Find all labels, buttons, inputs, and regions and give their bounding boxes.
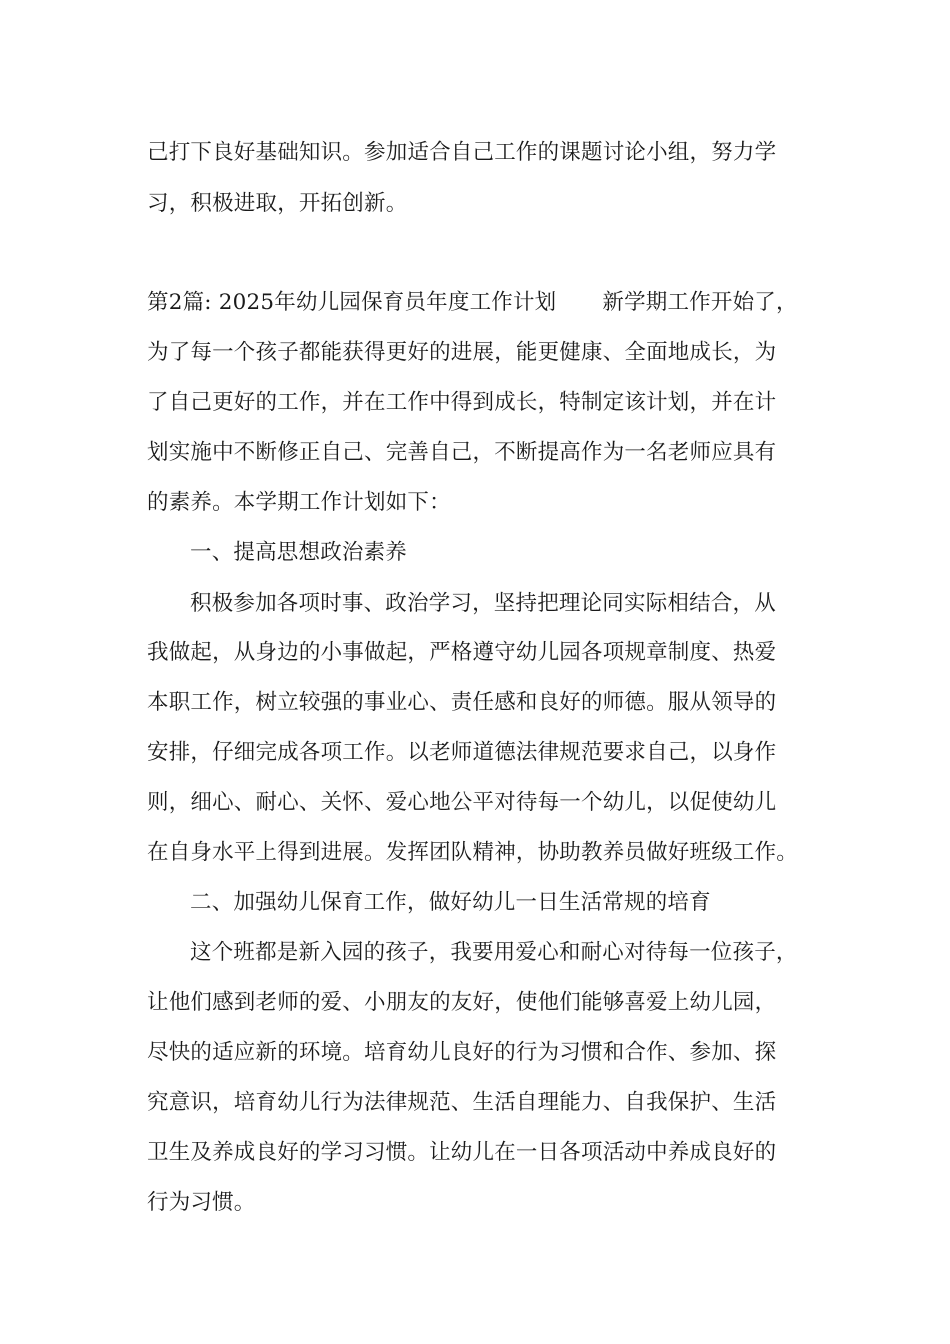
part2-heading: 二、加强幼儿保育工作，做好幼儿一日生活常规的培育 <box>190 890 711 915</box>
body-line: 划实施中不断修正自己、完善自己，不断提高作为一名老师应具有 <box>147 440 777 465</box>
body-line: 尽快的适应新的环境。培育幼儿良好的行为习惯和合作、参加、探 <box>147 1040 777 1065</box>
body-line: 究意识，培育幼儿行为法律规范、生活自理能力、自我保护、生活 <box>147 1090 777 1115</box>
body-line: 则，细心、耐心、关怀、爱心地公平对待每一个幼儿，以促使幼儿 <box>147 790 777 815</box>
body-line: 了自己更好的工作，并在工作中得到成长，特制定该计划，并在计 <box>147 390 777 415</box>
body-line: 我做起，从身边的小事做起，严格遵守幼儿园各项规章制度、热爱 <box>147 640 777 665</box>
body-line: 的素养。本学期工作计划如下： <box>147 490 451 515</box>
section-lead: 新学期工作开始了， <box>602 290 798 315</box>
section-title-line <box>147 288 798 318</box>
body-line: 本职工作，树立较强的事业心、责任感和良好的师德。服从领导的 <box>147 690 777 715</box>
body-line: 安排，仔细完成各项工作。以老师道德法律规范要求自己，以身作 <box>147 740 777 765</box>
part1-heading: 一、提高思想政治素养 <box>190 540 408 565</box>
intro-line: 己打下良好基础知识。参加适合自己工作的课题讨论小组，努力学 <box>147 140 777 165</box>
body-line: 为了每一个孩子都能获得更好的进展，能更健康、全面地成长，为 <box>147 340 777 365</box>
body-line: 积极参加各项时事、政治学习，坚持把理论同实际相结合，从 <box>190 591 776 616</box>
intro-line: 习，积极进取，开拓创新。 <box>147 191 408 216</box>
section-title: 第2篇: 2025年幼儿园保育员年度工作计划 <box>147 290 557 315</box>
body-line: 行为习惯。 <box>147 1190 256 1215</box>
body-line: 让他们感到老师的爱、小朋友的友好，使他们能够喜爱上幼儿园， <box>147 990 777 1015</box>
body-line: 这个班都是新入园的孩子，我要用爱心和耐心对待每一位孩子， <box>190 940 798 965</box>
body-line: 在自身水平上得到进展。发挥团队精神，协助教养员做好班级工作。 <box>147 840 799 865</box>
body-line: 卫生及养成良好的学习习惯。让幼儿在一日各项活动中养成良好的 <box>147 1140 777 1165</box>
